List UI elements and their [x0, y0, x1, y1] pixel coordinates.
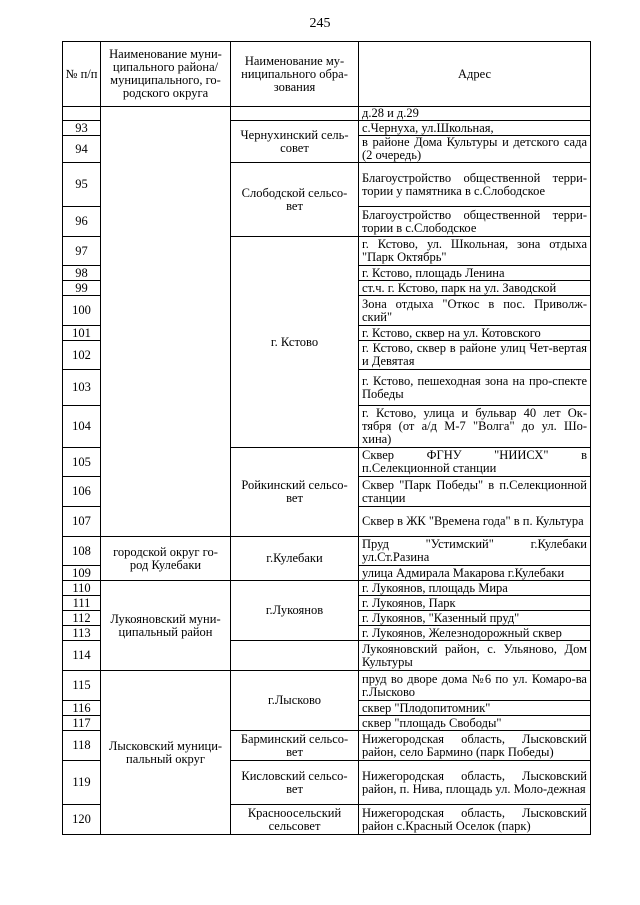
header-formation: Наименование му-ниципального обра-зования — [231, 42, 359, 107]
row-number: 94 — [63, 136, 101, 163]
row-address: г. Кстово, площадь Ленина — [359, 266, 591, 281]
row-number: 93 — [63, 121, 101, 136]
row-number: 100 — [63, 296, 101, 326]
row-number: 105 — [63, 448, 101, 477]
header-address: Адрес — [359, 42, 591, 107]
row-address: г. Лукоянов, площадь Мира — [359, 581, 591, 596]
row-address: Лукояновский район, с. Ульяново, Дом Культуры — [359, 641, 591, 671]
row-address: г. Кстово, сквер на ул. Котовского — [359, 326, 591, 341]
district-cell-continued — [101, 107, 231, 537]
row-number: 97 — [63, 237, 101, 266]
table-row — [63, 537, 591, 566]
formation-chernukha: Чернухинский сель-совет — [231, 121, 359, 163]
row-number: 109 — [63, 566, 101, 581]
formation-slobodskoy: Слободской сельсо-вет — [231, 163, 359, 237]
row-address: г. Кстово, сквер в районе улиц Чет-вертая и Девятая — [359, 341, 591, 370]
district-lukoyanov: Лукояновский муни-ципальный район — [101, 581, 231, 671]
row-number: 101 — [63, 326, 101, 341]
formation-barminsky: Барминский сельсо-вет — [231, 731, 359, 761]
formation-krasnoselsky: Красноосельский сельсовет — [231, 805, 359, 835]
table-row — [63, 671, 591, 701]
row-address: Благоустройство общественной терри-тории в с.Слободское — [359, 207, 591, 237]
row-address: г. Кстово, ул. Школьная, зона отдыха "Парк Октябрь" — [359, 237, 591, 266]
row-number: 115 — [63, 671, 101, 701]
row-address: пруд во дворе дома №6 по ул. Комаро-ва г.Лысково — [359, 671, 591, 701]
row-number: 103 — [63, 370, 101, 406]
formation-cell-continued — [231, 107, 359, 121]
header-district: Наименование муни-ципального района/ муниципального, го-родского округа — [101, 42, 231, 107]
row-number: 102 — [63, 341, 101, 370]
row-number: 106 — [63, 477, 101, 507]
row-number: 98 — [63, 266, 101, 281]
row-address: Сквер "Парк Победы" в п.Селекционной станции — [359, 477, 591, 507]
table-row — [63, 107, 591, 121]
district-lyskovo: Лысковский муници-пальный округ — [101, 671, 231, 835]
row-address: в районе Дома Культуры и детского сада (2 очередь) — [359, 136, 591, 163]
row-address: Сквер в ЖК "Времена года" в п. Культура — [359, 507, 591, 537]
row-number: 112 — [63, 611, 101, 626]
row-address: г. Лукоянов, Железнодорожный сквер — [359, 626, 591, 641]
row-number: 111 — [63, 596, 101, 611]
row-address: Зона отдыха "Откос в пос. Приволж-ский" — [359, 296, 591, 326]
row-address: Благоустройство общественной терри-тории у памятника в с.Слободское — [359, 163, 591, 207]
row-address: Нижегородская область, Лысковский район, село Бармино (парк Победы) — [359, 731, 591, 761]
formation-kislovsky: Кисловский сельсо-вет — [231, 761, 359, 805]
row-number: 117 — [63, 716, 101, 731]
formation-roykinsky: Ройкинский сельсо-вет — [231, 448, 359, 537]
row-number: 104 — [63, 406, 101, 448]
formation-kulebaki: г.Кулебаки — [231, 537, 359, 581]
row-address: улица Адмирала Макарова г.Кулебаки — [359, 566, 591, 581]
row-address: Нижегородская область, Лысковский район, п. Нива, площадь ул. Моло-дежная — [359, 761, 591, 805]
row-number: 113 — [63, 626, 101, 641]
row-address: ст.ч. г. Кстово, парк на ул. Заводской — [359, 281, 591, 296]
district-kulebaki: городской округ го-род Кулебаки — [101, 537, 231, 581]
row-number: 107 — [63, 507, 101, 537]
row-number: 118 — [63, 731, 101, 761]
row-address: сквер "Плодопитомник" — [359, 701, 591, 716]
row-address: г. Кстово, улица и бульвар 40 лет Ок-тября (от а/д М-7 "Волга" до ул. Шо-хина) — [359, 406, 591, 448]
table-row — [63, 581, 591, 596]
row-address: Пруд "Устимский" г.Кулебаки ул.Ст.Разина — [359, 537, 591, 566]
table-header-row — [63, 42, 591, 107]
row-address: г. Лукоянов, "Казенный пруд" — [359, 611, 591, 626]
formation-lyskovo: г.Лысково — [231, 671, 359, 731]
page-number: 245 — [309, 16, 331, 31]
row-address: Сквер ФГНУ "НИИСХ" в п.Селекционной станции — [359, 448, 591, 477]
row-address: Нижегородская область, Лысковский район с.Красный Оселок (парк) — [359, 805, 591, 835]
row-number: 120 — [63, 805, 101, 835]
header-num: № п/п — [63, 42, 101, 107]
row-number: 108 — [63, 537, 101, 566]
row-number — [63, 107, 101, 121]
row-number: 96 — [63, 207, 101, 237]
row-address: сквер "площадь Свободы" — [359, 716, 591, 731]
formation-empty — [231, 641, 359, 671]
row-number: 110 — [63, 581, 101, 596]
formation-lukoyanov: г.Лукоянов — [231, 581, 359, 641]
row-number: 114 — [63, 641, 101, 671]
row-number: 116 — [63, 701, 101, 716]
row-number: 95 — [63, 163, 101, 207]
row-address: д.28 и д.29 — [359, 107, 591, 121]
row-address: с.Чернуха, ул.Школьная, — [359, 121, 591, 136]
row-number: 119 — [63, 761, 101, 805]
formation-kstovo: г. Кстово — [231, 237, 359, 448]
row-address: г. Кстово, пешеходная зона на про-спекте Победы — [359, 370, 591, 406]
improvement-table — [62, 41, 591, 835]
row-number: 99 — [63, 281, 101, 296]
row-address: г. Лукоянов, Парк — [359, 596, 591, 611]
